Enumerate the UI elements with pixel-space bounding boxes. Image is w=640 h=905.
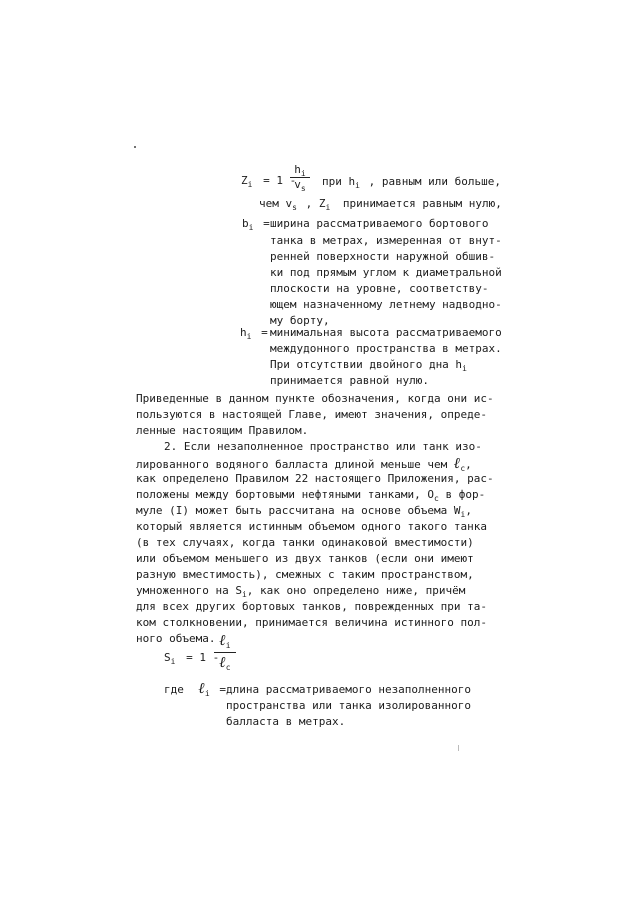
where-word: где [164,683,184,696]
b-line-5: плоскости на уровне, соответству- [270,282,489,295]
z-condition-a: при h [322,175,356,188]
b-line-7: му борту, [270,314,330,327]
h-line-2: междудонного пространства в метрах. [270,342,502,355]
para2-line-4: положены между бортовыми нефтяными танками, O [136,488,435,501]
z-line2-b-sub: i [325,203,331,212]
s-denominator-sub: c [225,663,231,672]
s-numerator: ℓ [219,631,226,649]
para2-line-5: муле (I) может быть рассчитана на основе объема W [136,504,461,517]
para2-line-10: умноженного на S [136,584,242,597]
b-symbol: b [242,217,249,230]
z-line2-a-sub: s [292,203,297,212]
z-equals: = 1 - [263,174,297,187]
para2-line-5-end: , [465,504,472,517]
scan-mark [458,745,459,751]
s-symbol: S [164,651,171,664]
para2-line-7: (в тех случаях, когда танки одинаковой вместимости) [136,536,474,549]
b-line-6: ющем назначенному летнему надводно- [270,298,502,311]
where-line-2: пространства или танка изолированного [226,699,472,712]
para2-line-12: ком столкновении, принимается величина истинного пол- [136,616,487,629]
h-symbol: h [240,326,247,339]
z-fraction [290,163,310,192]
z-line2-a: чем v [259,197,293,210]
para2-line-11: для всех других бортовых танков, поврежденных при та- [136,600,487,613]
z-condition-b: , равным или больше, [368,175,502,188]
b-subscript: i [248,223,254,232]
para2-line-1: 2. Если незаполненное пространство или танк изо- [164,440,482,453]
para2-line-2-end: , [465,458,472,471]
s-i-subscript: i [241,590,247,599]
h-line-3-sub: i [462,364,467,373]
l-i-subscript: i [204,689,210,698]
s-numerator-sub: i [225,641,231,650]
para1-line-2: пользуются в настоящей Главе, имеют значения, опреде- [136,408,487,421]
para1-line-3: ленные настоящим Правилом. [136,424,309,437]
para2-line-3: как определено Правилом 22 настоящего Приложения, рас- [136,472,494,485]
para2-line-9: разную вместимость), смежных с таким пространством, [136,568,474,581]
s-denominator: ℓ [219,653,226,671]
para2-line-8: или объемом меньшего из двух танков (если они имеют [136,552,474,565]
z-numerator-sub: i [300,169,306,178]
w-i-subscript: i [460,510,466,519]
s-subscript: i [170,657,176,666]
para2-line-10-end: , как оно определено ниже, причём [246,584,466,597]
where-equals: = [219,683,226,696]
z-numerator: h [294,163,301,176]
b-line-4: ки под прямым углом к диаметральной [270,266,502,279]
para2-line-2: лированного водяного балласта длиной меньше чем [136,458,454,471]
b-line-2: танка в метрах, измеренная от внут- [270,234,502,247]
l-c-symbol: ℓ [453,454,461,472]
h-line-4: принимается равной нулю. [270,374,429,387]
para2-line-4-end: в фор- [438,488,486,501]
para1-line-1: Приведенные в данном пункте обозначения, когда они ис- [136,392,494,405]
z-line2-b: , Z [305,197,326,210]
scan-speck [134,146,136,148]
b-equals: = [263,217,270,230]
b-line-3: ренней поверхности наружной обшив- [270,250,496,263]
s-fraction [214,631,236,674]
s-equals: = 1 - [186,651,220,664]
z-denominator-sub: s [300,184,306,193]
h-line-1: минимальная высота рассматриваемого [270,326,502,339]
z-subscript: i [247,180,253,189]
z-condition-a-sub: i [355,181,360,190]
para2-line-13: ного объема. [136,632,216,645]
h-line-3: При отсутствии двойного дна h [270,358,463,371]
para2-line-6: который является истинным объемом одного такого танка [136,520,487,533]
z-line2-c: принимается равным нулю, [342,197,502,210]
where-line-3: балласта в метрах. [226,715,346,728]
z-denominator: v [294,178,301,191]
b-line-1: ширина рассматриваемого бортового [270,217,489,230]
h-subscript: i [246,332,252,341]
h-equals: = [261,326,268,339]
z-symbol: Z [241,174,248,187]
l-c-subscript: c [460,464,466,473]
l-i-symbol: ℓ [198,679,205,697]
where-line-1: длина рассматриваемого незаполненного [226,683,472,696]
o-c-subscript: c [434,494,439,503]
